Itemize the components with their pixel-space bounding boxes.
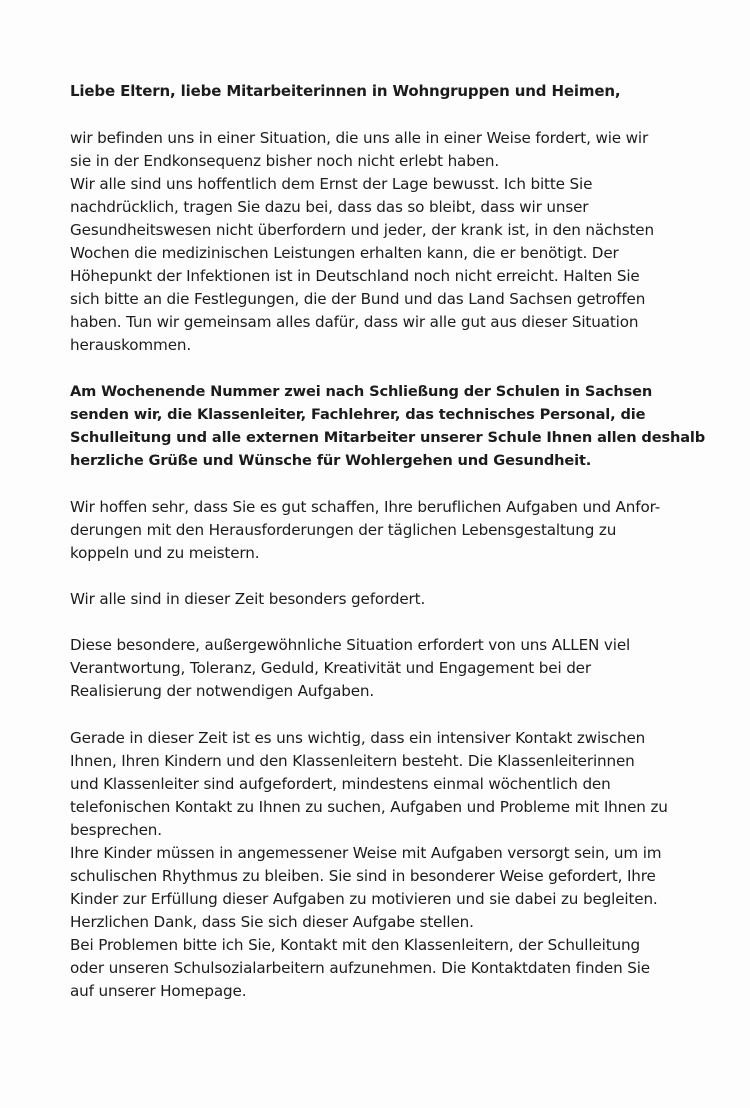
paragraph-line: Wochen die medizinischen Leistungen erhalten kann, die er benötigt. Der xyxy=(70,244,619,262)
paragraph-line: Am Wochenende Nummer zwei nach Schließung der Schulen in Sachsen xyxy=(70,383,653,400)
paragraph-situation xyxy=(70,127,690,357)
paragraph-line: Kinder zur Erfüllung dieser Aufgaben zu motivieren und sie dabei zu begleiten. xyxy=(70,890,658,908)
paragraph-line: herauskommen. xyxy=(70,336,192,354)
paragraph-line: telefonischen Kontakt zu Ihnen zu suchen, Aufgaben und Probleme mit Ihnen zu xyxy=(70,798,668,816)
paragraph-line: Schulleitung und alle externen Mitarbeiter unserer Schule Ihnen allen deshalb xyxy=(70,429,706,446)
paragraph-responsibility xyxy=(70,634,690,703)
paragraph-line: schulischen Rhythmus zu bleiben. Sie sind in besonderer Weise gefordert, Ihre xyxy=(70,867,656,885)
paragraph-line: Gerade in dieser Zeit ist es uns wichtig, dass ein intensiver Kontakt zwischen xyxy=(70,729,646,747)
paragraph-line: herzliche Grüße und Wünsche für Wohlergehen und Gesundheit. xyxy=(70,452,592,469)
paragraph-line: Wir alle sind in dieser Zeit besonders gefordert. xyxy=(70,590,426,608)
paragraph-line: nachdrücklich, tragen Sie dazu bei, dass das so bleibt, dass wir unser xyxy=(70,198,589,216)
paragraph-line: senden wir, die Klassenleiter, Fachlehrer, das technisches Personal, die xyxy=(70,406,646,423)
letter-greeting: Liebe Eltern, liebe Mitarbeiterinnen in Wohngruppen und Heimen, xyxy=(70,82,621,100)
paragraph-line: Höhepunkt der Infektionen ist in Deutschland noch nicht erreicht. Halten Sie xyxy=(70,267,640,285)
paragraph-line: sie in der Endkonsequenz bisher noch nicht erlebt haben. xyxy=(70,152,500,170)
paragraph-line: derungen mit den Herausforderungen der täglichen Lebensgestaltung zu xyxy=(70,521,617,539)
paragraph-line: wir befinden uns in einer Situation, die uns alle in einer Weise fordert, wie wir xyxy=(70,129,649,147)
paragraph-line: haben. Tun wir gemeinsam alles dafür, dass wir alle gut aus dieser Situation xyxy=(70,313,639,331)
paragraph-line: und Klassenleiter sind aufgefordert, mindestens einmal wöchentlich den xyxy=(70,775,611,793)
paragraph-line: Gesundheitswesen nicht überfordern und jeder, der krank ist, in den nächsten xyxy=(70,221,654,239)
paragraph-line: besprechen. xyxy=(70,821,162,839)
paragraph-line: Wir hoffen sehr, dass Sie es gut schaffen, Ihre beruflichen Aufgaben und Anfor- xyxy=(70,498,661,516)
paragraph-contact xyxy=(70,727,690,1003)
paragraph-line: sich bitte an die Festlegungen, die der Bund und das Land Sachsen getroffen xyxy=(70,290,646,308)
paragraph-line: Bei Problemen bitte ich Sie, Kontakt mit den Klassenleitern, der Schulleitung xyxy=(70,936,640,954)
paragraph-line: Wir alle sind uns hoffentlich dem Ernst der Lage bewusst. Ich bitte Sie xyxy=(70,175,593,193)
paragraph-line: Diese besondere, außergewöhnliche Situation erfordert von uns ALLEN viel xyxy=(70,636,631,654)
paragraph-line: Realisierung der notwendigen Aufgaben. xyxy=(70,682,375,700)
paragraph-line: Ihre Kinder müssen in angemessener Weise mit Aufgaben versorgt sein, um im xyxy=(70,844,662,862)
paragraph-line: koppeln und zu meistern. xyxy=(70,544,260,562)
paragraph-line: Ihnen, Ihren Kindern und den Klassenleitern besteht. Die Klassenleiterinnen xyxy=(70,752,635,770)
paragraph-challenged xyxy=(70,588,690,611)
paragraph-greetings xyxy=(70,380,706,472)
paragraph-line: Herzlichen Dank, dass Sie sich dieser Aufgabe stellen. xyxy=(70,913,474,931)
paragraph-line: Verantwortung, Toleranz, Geduld, Kreativität und Engagement bei der xyxy=(70,659,591,677)
paragraph-line: auf unserer Homepage. xyxy=(70,982,247,1000)
paragraph-line: oder unseren Schulsozialarbeitern aufzunehmen. Die Kontaktdaten finden Sie xyxy=(70,959,650,977)
paragraph-hope xyxy=(70,496,690,565)
